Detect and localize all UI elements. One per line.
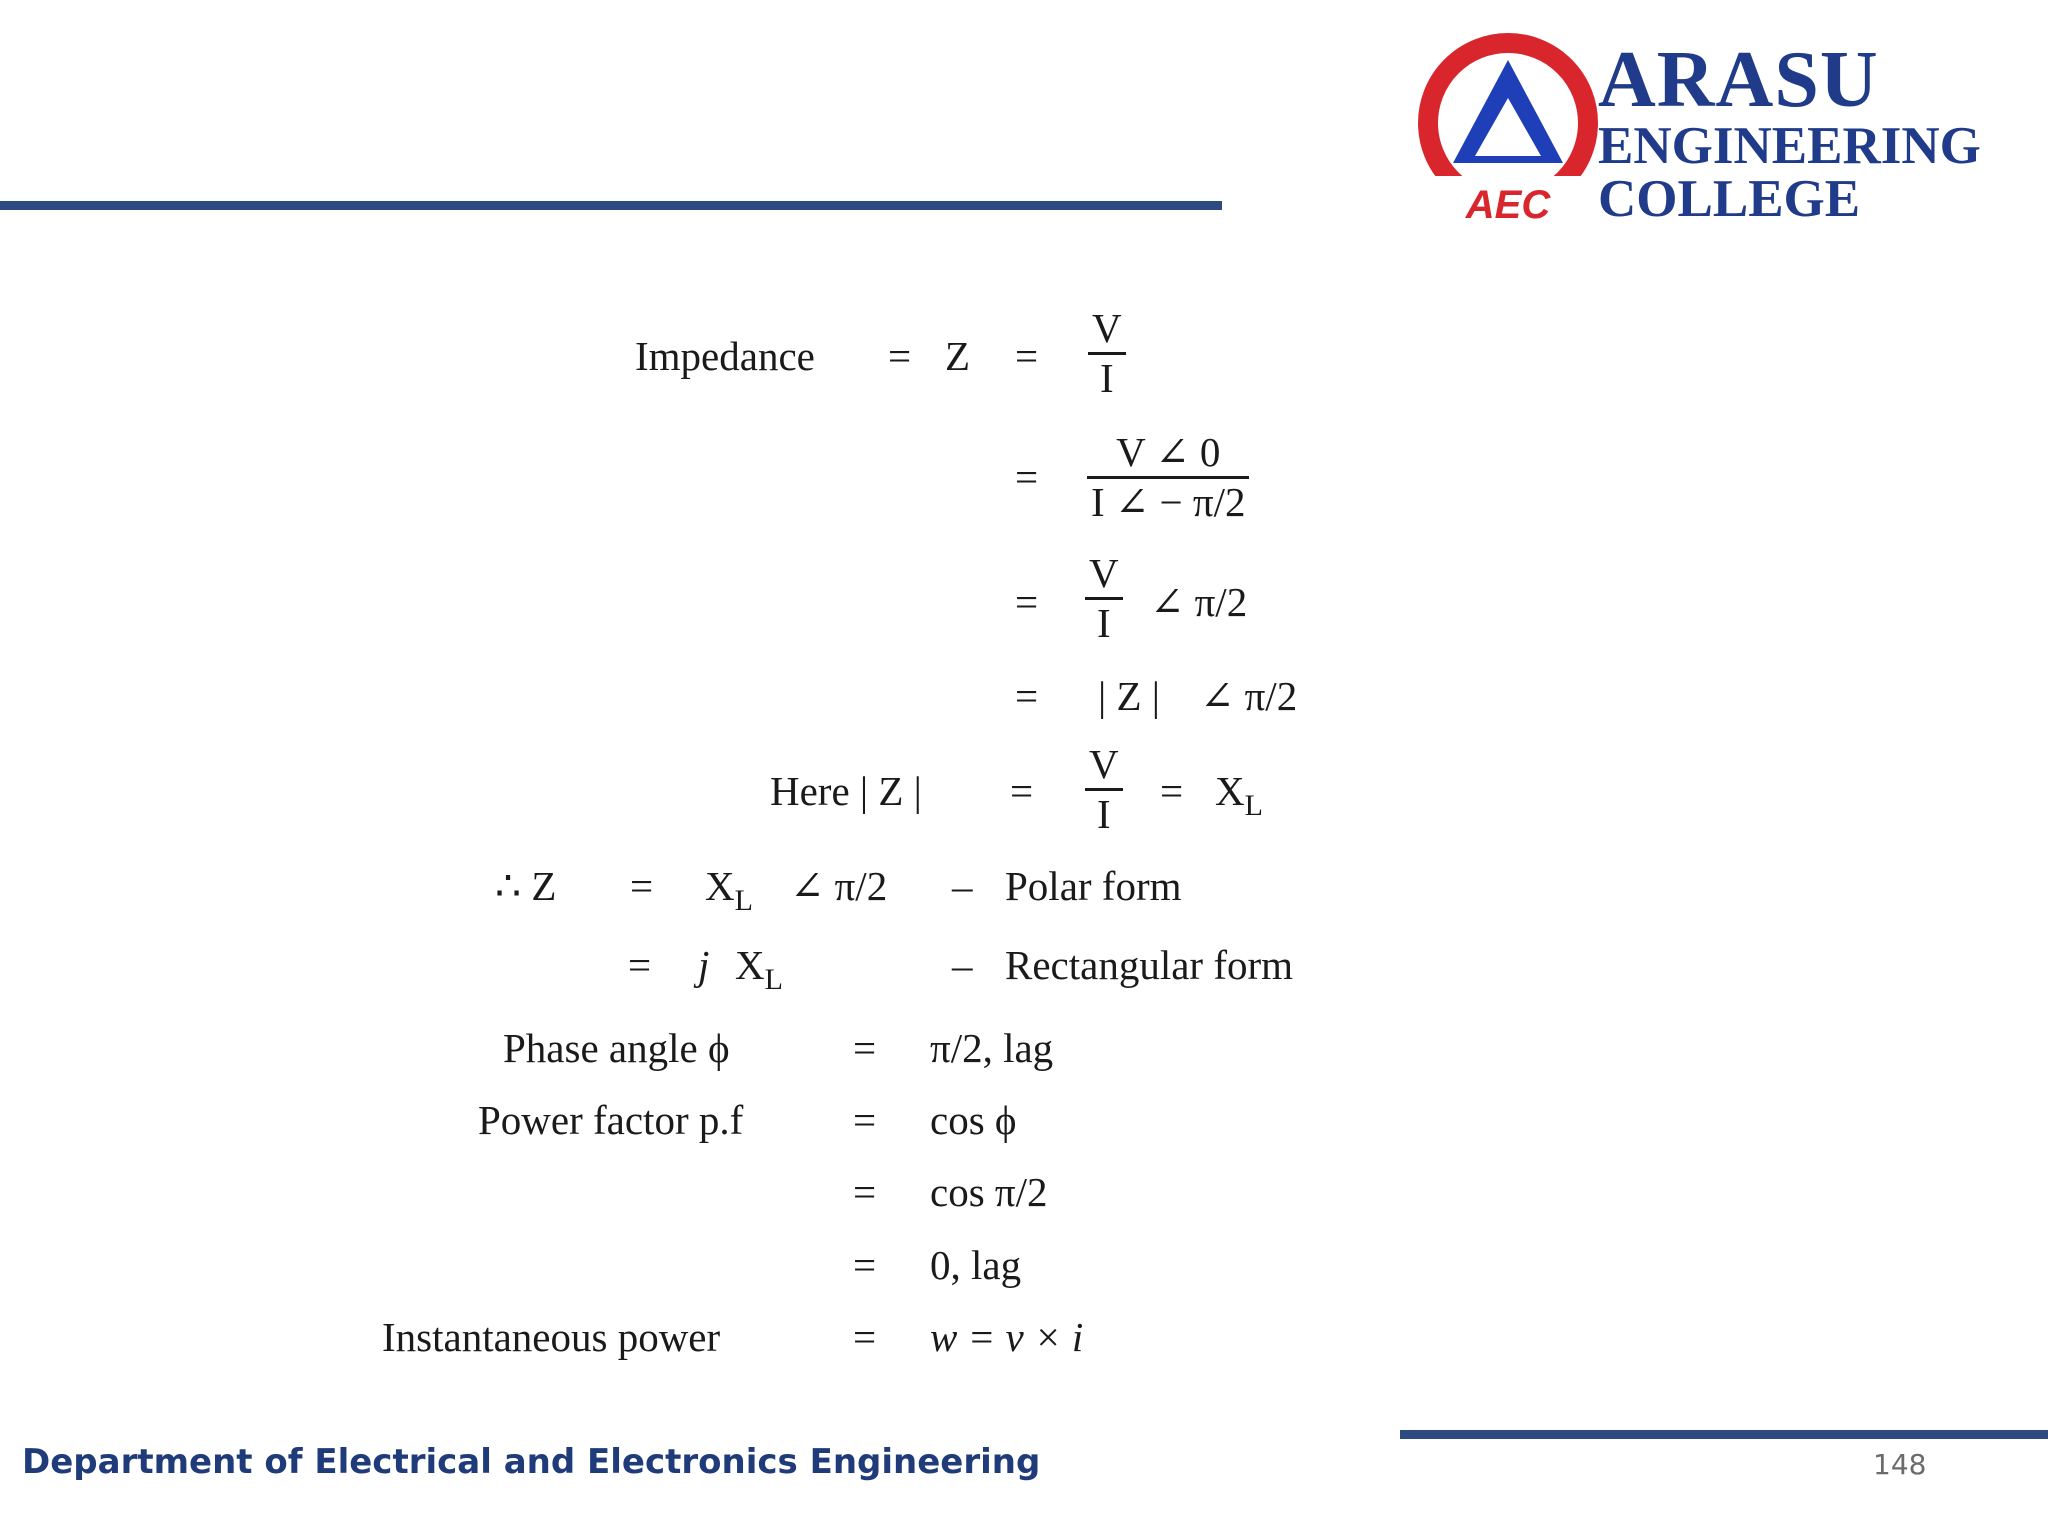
equals-sign: =	[630, 863, 654, 909]
denominator: I	[1099, 355, 1114, 401]
equals-sign: =	[853, 1242, 877, 1288]
power-factor-label: Power factor p.f	[478, 1097, 744, 1143]
xl-symbol	[735, 942, 783, 996]
rectangular-form-label: Rectangular form	[1005, 942, 1294, 988]
dash: –	[952, 863, 973, 909]
equals-sign: =	[853, 1097, 877, 1143]
logo-abbr: AEC	[1465, 183, 1551, 227]
denominator: I ∠ − π/2	[1091, 479, 1246, 525]
equals-sign: =	[1010, 768, 1034, 814]
college-name-line3: COLLEGE	[1598, 170, 1861, 228]
here-abs-z-label: Here | Z |	[770, 768, 922, 814]
college-name	[1598, 36, 1981, 228]
polar-form-label: Polar form	[1005, 863, 1182, 909]
dash: –	[952, 942, 973, 988]
power-factor-value-zero: 0, lag	[930, 1242, 1022, 1288]
equals-sign: =	[853, 1314, 877, 1360]
l-subscript: L	[764, 963, 783, 996]
equals-sign: =	[888, 333, 912, 379]
college-name-line1: ARASU	[1598, 36, 1879, 124]
numerator: V	[1085, 744, 1123, 791]
power-factor-value-cos-phi: cos ϕ	[930, 1097, 1017, 1143]
equals-sign: =	[1160, 768, 1184, 814]
page-number: 148	[1873, 1448, 1927, 1481]
fraction-v-over-i	[1088, 305, 1126, 401]
fraction-polar	[1087, 429, 1249, 525]
instantaneous-power-value: w = v × i	[930, 1314, 1084, 1360]
fraction-v-over-i	[1085, 741, 1123, 837]
l-subscript: L	[1244, 789, 1263, 822]
phase-angle-label: Phase angle ϕ	[503, 1025, 730, 1071]
abs-z: | Z |	[1098, 673, 1160, 719]
impedance-label: Impedance	[635, 333, 815, 379]
xl-symbol	[705, 863, 753, 917]
therefore-z: ∴ Z	[495, 863, 557, 909]
college-logo	[1395, 28, 1621, 228]
power-factor-value-cos-pi2: cos π/2	[930, 1169, 1048, 1215]
angle-pi-over-2: ∠ π/2	[1150, 579, 1248, 625]
equals-sign: =	[1015, 454, 1039, 500]
denominator: I	[1096, 791, 1111, 837]
numerator: V	[1088, 308, 1126, 355]
angle-pi-over-2: ∠ π/2	[1200, 673, 1298, 719]
college-name-line2: ENGINEERING	[1598, 117, 1981, 175]
equals-sign: =	[628, 942, 652, 988]
fraction-v-over-i	[1085, 550, 1123, 646]
footer-rule	[1400, 1430, 2048, 1439]
equals-sign: =	[853, 1169, 877, 1215]
x-letter: X	[735, 942, 765, 988]
equals-sign: =	[1015, 579, 1039, 625]
equals-sign: =	[853, 1025, 877, 1071]
l-subscript: L	[734, 884, 753, 917]
equals-sign: =	[1015, 333, 1039, 379]
denominator: I	[1096, 600, 1111, 646]
impedance-z: Z	[945, 333, 971, 379]
xl-symbol	[1215, 768, 1263, 822]
numerator: V	[1085, 553, 1123, 600]
phase-angle-value: π/2, lag	[930, 1025, 1054, 1071]
instantaneous-power-label: Instantaneous power	[382, 1314, 721, 1360]
equals-sign: =	[1015, 673, 1039, 719]
x-letter: X	[705, 863, 735, 909]
x-letter: X	[1215, 768, 1245, 814]
numerator: V ∠ 0	[1087, 432, 1249, 479]
header-rule	[0, 201, 1222, 210]
j-operator: j	[698, 942, 710, 988]
angle-pi-over-2: ∠ π/2	[790, 863, 888, 909]
department-name: Department of Electrical and Electronics Engineering	[22, 1442, 1041, 1482]
